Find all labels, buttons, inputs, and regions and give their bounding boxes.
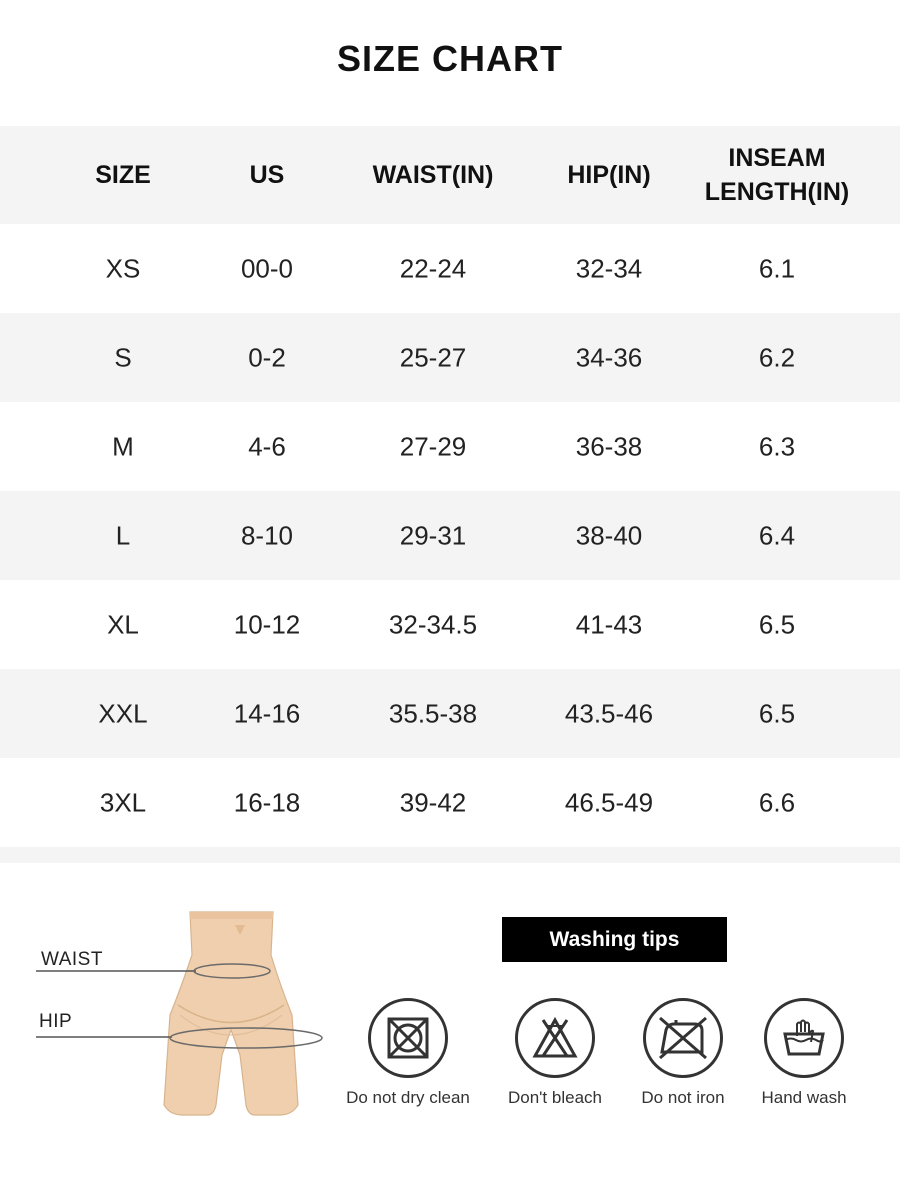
table-row	[0, 669, 900, 758]
header-us: US	[249, 161, 285, 189]
table-row	[0, 402, 900, 491]
cell-inseam: 6.2	[758, 342, 796, 372]
garment-figure	[30, 905, 330, 1125]
cell-size: L	[115, 520, 131, 550]
size-table	[0, 126, 900, 863]
hand-wash-icon	[764, 998, 844, 1078]
cell-hip: 34-36	[575, 342, 643, 372]
table-row	[0, 758, 900, 847]
cell-waist: 25-27	[399, 342, 467, 372]
table-footer-strip	[0, 847, 900, 863]
cell-hip: 41-43	[575, 609, 643, 639]
shapewear-illustration	[30, 905, 330, 1125]
cell-hip: 43.5-46	[564, 698, 654, 728]
cell-waist: 27-29	[399, 431, 467, 461]
cell-hip: 46.5-49	[564, 787, 654, 817]
cell-waist: 39-42	[399, 787, 467, 817]
care-item-hand-wash	[729, 998, 879, 1108]
care-label: Don't bleach	[508, 1088, 602, 1107]
care-label: Do not dry clean	[346, 1088, 470, 1107]
care-item-dry-clean	[333, 998, 483, 1108]
cell-waist: 32-34.5	[388, 609, 478, 639]
cell-size: XL	[107, 609, 139, 639]
cell-size: XS	[105, 253, 141, 283]
header-hip: HIP(IN)	[567, 161, 651, 189]
cell-waist: 29-31	[399, 520, 467, 550]
page-title: SIZE CHART	[337, 38, 563, 79]
cell-hip: 32-34	[575, 253, 643, 283]
cell-us: 16-18	[233, 787, 301, 817]
table-row	[0, 580, 900, 669]
cell-us: 14-16	[233, 698, 301, 728]
cell-hip: 38-40	[575, 520, 643, 550]
cell-inseam: 6.5	[758, 698, 796, 728]
cell-waist: 22-24	[399, 253, 467, 283]
washing-tips-banner: Washing tips	[502, 917, 727, 962]
table-row	[0, 491, 900, 580]
cell-us: 10-12	[233, 609, 301, 639]
header-waist: WAIST(IN)	[372, 161, 494, 189]
cell-inseam: 6.4	[758, 520, 796, 550]
cell-us: 0-2	[248, 342, 286, 372]
cell-waist: 35.5-38	[388, 698, 478, 728]
cell-us: 8-10	[240, 520, 294, 550]
no-bleach-icon	[515, 998, 595, 1078]
cell-size: XXL	[98, 698, 148, 728]
cell-size: S	[114, 342, 132, 372]
table-header-row	[0, 126, 900, 224]
no-iron-icon	[643, 998, 723, 1078]
cell-size: M	[112, 431, 134, 461]
cell-inseam: 6.5	[758, 609, 796, 639]
cell-hip: 36-38	[575, 431, 643, 461]
header-inseam: INSEAM LENGTH(IN)	[704, 144, 850, 206]
no-dry-clean-icon	[368, 998, 448, 1078]
cell-inseam: 6.6	[758, 787, 796, 817]
cell-us: 4-6	[248, 431, 286, 461]
table-row	[0, 224, 900, 313]
cell-inseam: 6.3	[758, 431, 796, 461]
cell-size: 3XL	[99, 787, 147, 817]
waist-label: WAIST	[41, 949, 103, 970]
table-row	[0, 313, 900, 402]
header-size: SIZE	[95, 161, 151, 189]
care-label: Hand wash	[761, 1088, 847, 1107]
hip-label: HIP	[39, 1011, 73, 1032]
cell-inseam: 6.1	[758, 253, 796, 283]
cell-us: 00-0	[240, 253, 294, 283]
care-label: Do not iron	[641, 1088, 725, 1107]
